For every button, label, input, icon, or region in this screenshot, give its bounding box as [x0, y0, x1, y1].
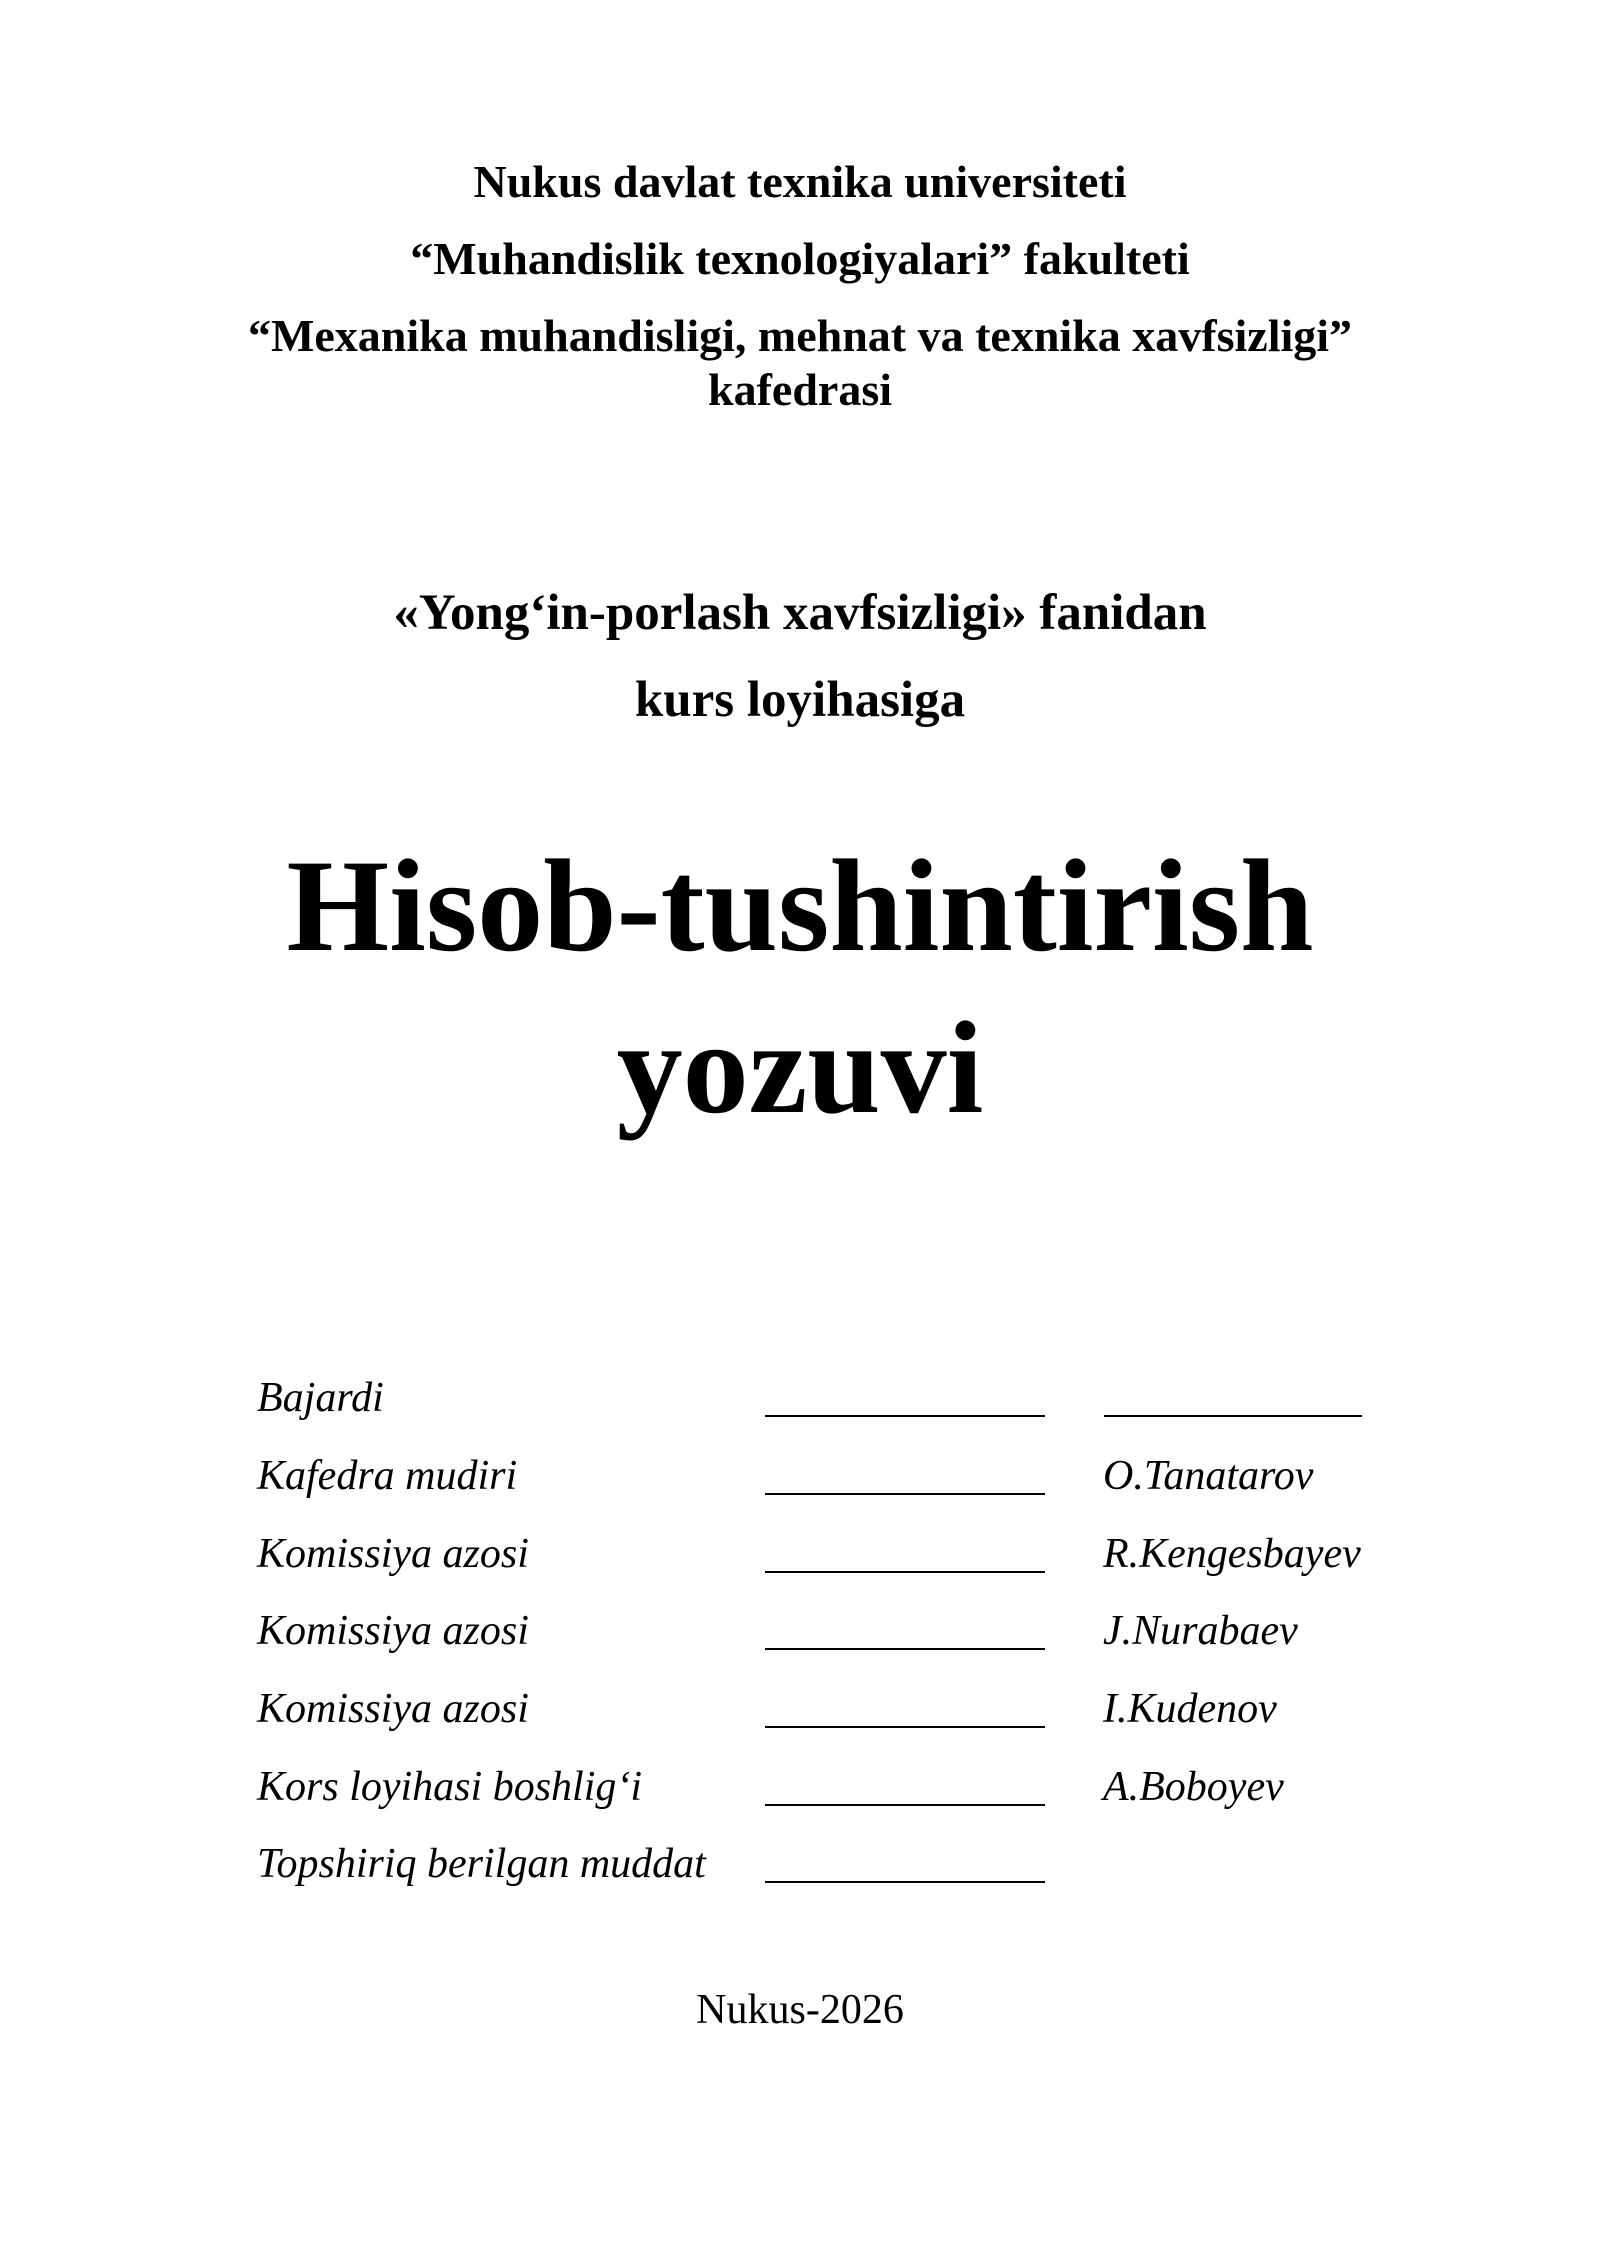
signature-role: Komissiya azosi: [257, 1686, 529, 1732]
signature-line: [765, 1881, 1045, 1883]
department-name-line1: “Mexanika muhandisligi, mehnat va texnika xavfsizligi”: [247, 310, 1353, 361]
document-title-line2: yozuvi: [616, 994, 984, 1141]
document-title-line1: Hisob-tushintirish: [286, 832, 1314, 979]
signature-line: [765, 1648, 1045, 1650]
signature-row: [0, 1446, 1600, 1506]
signature-row: [0, 1601, 1600, 1661]
signature-role: Komissiya azosi: [257, 1608, 529, 1654]
name-blank-line: [1104, 1415, 1362, 1417]
signature-role: Kafedra mudiri: [257, 1453, 518, 1499]
signature-line: [765, 1415, 1045, 1417]
signature-line: [765, 1804, 1045, 1806]
signature-row: [0, 1524, 1600, 1584]
signatory-name: R.Kengesbayev: [1103, 1531, 1361, 1577]
project-type: kurs loyihasiga: [634, 672, 966, 728]
signatory-name: J.Nurabaev: [1103, 1608, 1298, 1654]
signatory-name: I.Kudenov: [1103, 1686, 1277, 1732]
signature-role: Topshiriq berilgan muddat: [257, 1841, 706, 1887]
signature-line: [765, 1726, 1045, 1728]
university-name: Nukus davlat texnika universiteti: [473, 156, 1127, 207]
subject-name: «Yong‘in-porlash xavfsizligi» fanidan: [393, 585, 1207, 641]
signature-row: [0, 1834, 1600, 1894]
signatory-name: O.Tanatarov: [1103, 1453, 1314, 1499]
signature-line: [765, 1493, 1045, 1495]
signature-role: Komissiya azosi: [257, 1531, 529, 1577]
department-name-line2: kafedrasi: [708, 364, 892, 415]
signature-row: [0, 1368, 1600, 1428]
signature-role: Bajardi: [257, 1375, 384, 1421]
signature-row: [0, 1679, 1600, 1739]
place-and-year: Nukus-2026: [696, 1987, 904, 2033]
signature-row: [0, 1757, 1600, 1817]
signatory-name: A.Boboyev: [1103, 1764, 1284, 1810]
signature-role: Kors loyihasi boshlig‘i: [257, 1764, 643, 1810]
signature-line: [765, 1571, 1045, 1573]
faculty-name: “Muhandislik texnologiyalari” fakulteti: [410, 233, 1190, 284]
